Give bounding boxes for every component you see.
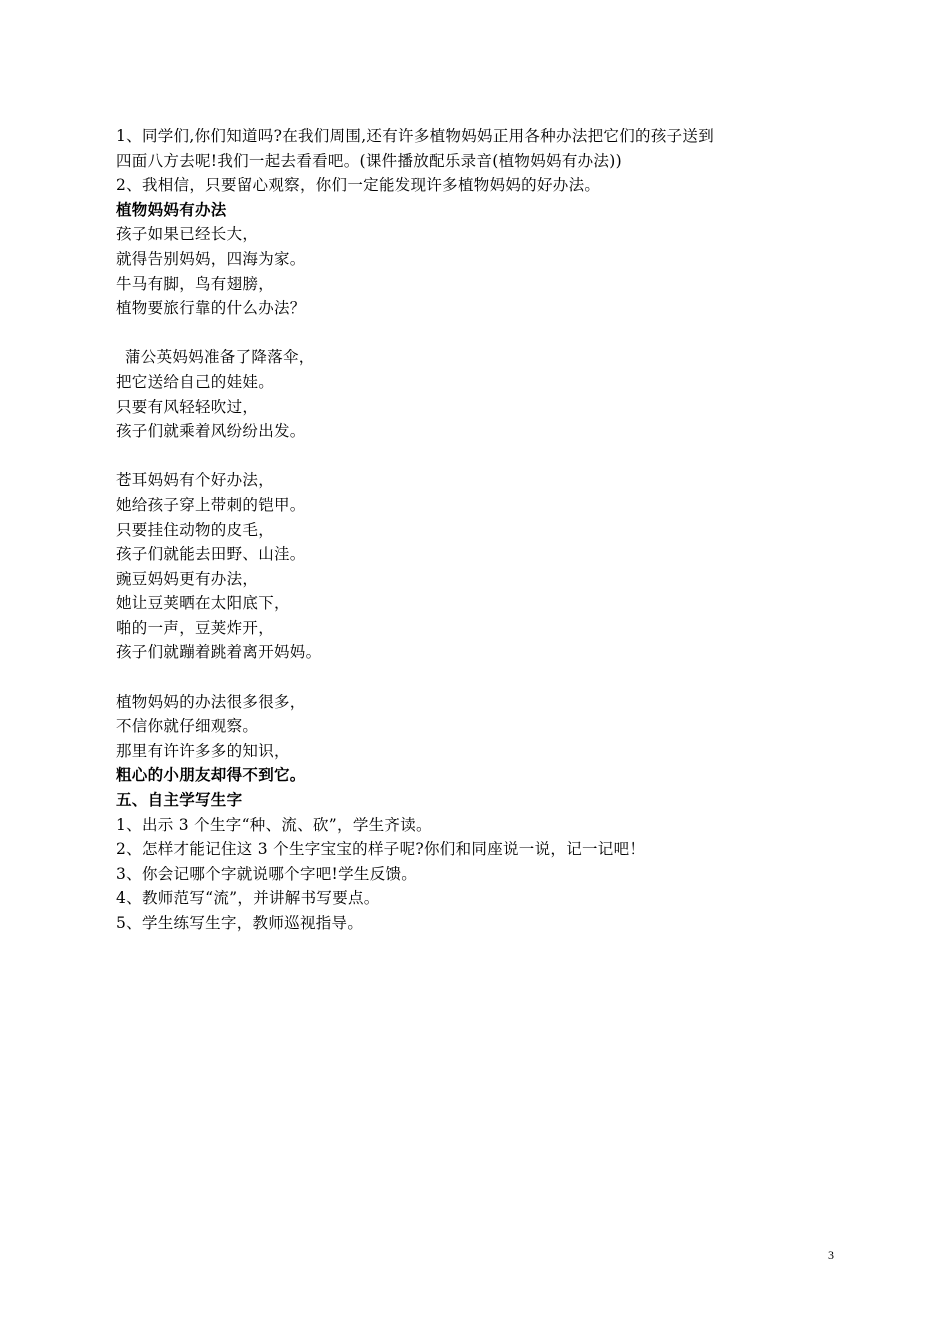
poem-line: 孩子们就能去田野、山洼。 [116, 545, 306, 564]
poem-line: 苍耳妈妈有个好办法， [116, 471, 275, 490]
poem-line: 只要挂住动物的皮毛， [116, 520, 275, 539]
stanza-spacer [116, 321, 856, 346]
intro-line-1: 1、同学们,你们知道吗?在我们周围,还有许多植物妈妈正用各种办法把它们的孩子送到 [116, 127, 715, 145]
poem-line: 孩子如果已经长大， [116, 225, 259, 244]
poem-line: 植物妈妈的办法很多很多， [116, 692, 306, 711]
poem-line: 她让豆荚晒在太阳底下， [116, 594, 290, 613]
poem-line: 她给孩子穿上带刺的铠甲。 [116, 495, 306, 514]
poem-line: 孩子们就乘着风纷纷出发。 [116, 422, 306, 441]
intro-line-2: 四面八方去呢!我们一起去看看吧。(课件播放配乐录音(植物妈妈有办法)) [116, 151, 622, 170]
poem-title: 植物妈妈有办法 [116, 200, 227, 219]
poem-line: 蒲公英妈妈准备了降落伞， [125, 348, 315, 367]
step-item: 3、你会记哪个字就说哪个字吧!学生反馈。 [116, 864, 418, 883]
poem-line: 孩子们就蹦着跳着离开妈妈。 [116, 643, 322, 662]
poem-line: 就得告别妈妈，四海为家。 [116, 249, 306, 268]
poem-closing-line: 粗心的小朋友却得不到它。 [116, 766, 306, 785]
poem-line: 那里有许许多多的知识， [116, 741, 290, 760]
poem-line: 牛马有脚，鸟有翅膀， [116, 274, 275, 293]
step-item: 2、怎样才能记住这 3 个生字宝宝的样子呢?你们和同座说一说，记一记吧！ [116, 840, 646, 859]
poem-line: 植物要旅行靠的什么办法？ [116, 299, 306, 318]
poem-line: 不信你就仔细观察。 [116, 717, 259, 736]
section-heading: 五、自主学写生字 [116, 791, 243, 810]
step-item: 1、出示 3 个生字“种、流、砍”，学生齐读。 [116, 815, 432, 834]
step-item: 5、学生练写生字，教师巡视指导。 [116, 914, 364, 932]
poem-line: 啪的一声，豆荚炸开， [116, 618, 275, 637]
poem-line: 把它送给自己的娃娃。 [116, 372, 275, 391]
poem-line: 只要有风轻轻吹过， [116, 397, 259, 416]
step-item: 4、教师范写“流”，并讲解书写要点。 [116, 889, 380, 908]
intro-line-3: 2、我相信，只要留心观察，你们一定能发现许多植物妈妈的好办法。 [116, 176, 601, 195]
stanza-spacer [116, 444, 856, 469]
poem-line: 豌豆妈妈更有办法， [116, 569, 259, 588]
document-body [116, 124, 856, 936]
stanza-spacer [116, 665, 856, 690]
page-number: 3 [828, 1248, 834, 1262]
